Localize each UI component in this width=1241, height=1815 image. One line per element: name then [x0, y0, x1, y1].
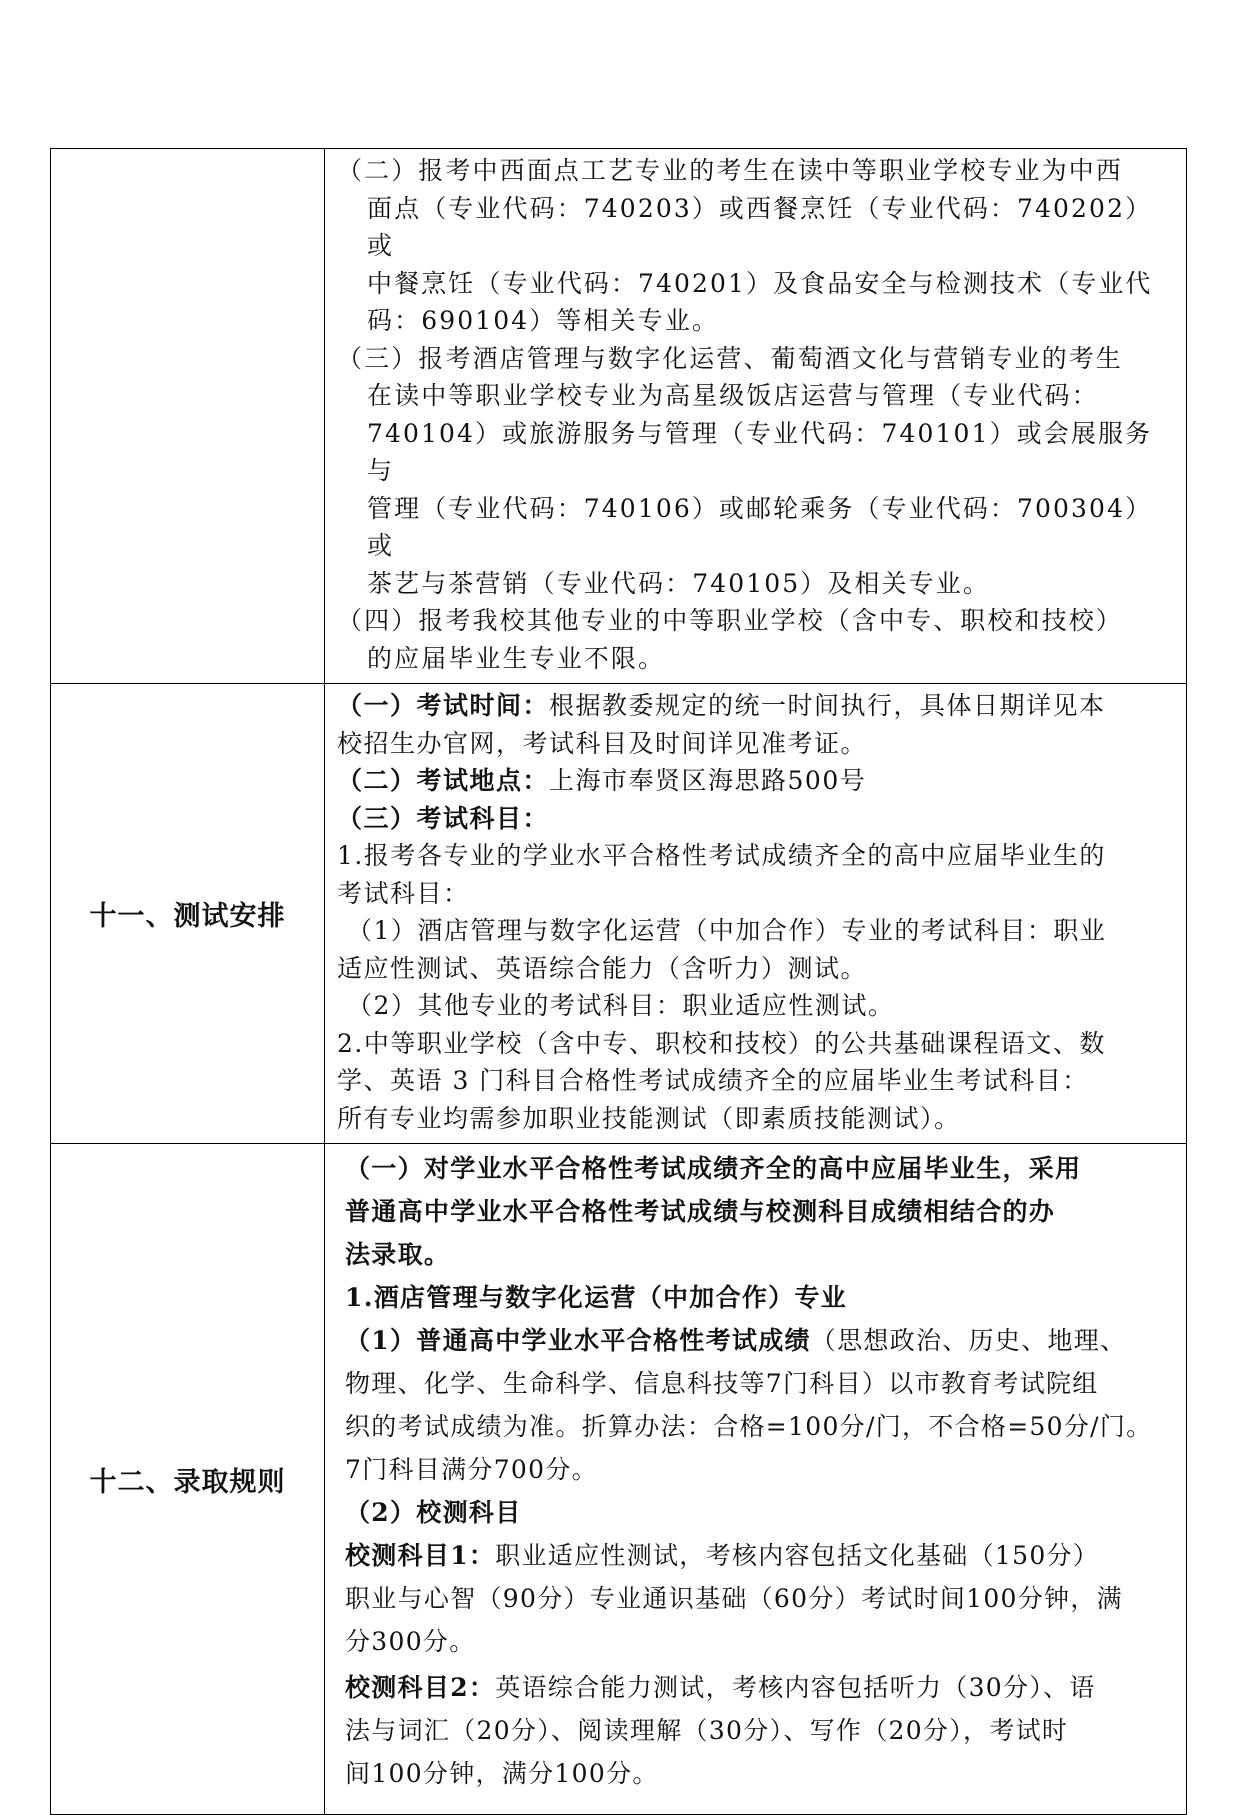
plain-text: 2.中等职业学校（含中专、职校和技校）的公共基础课程语文、数 [337, 1028, 1106, 1058]
item-3-line: 管理（专业代码：740106）或邮轮乘务（专业代码：700304）或 [367, 493, 1153, 560]
text-line [337, 875, 1176, 913]
plain-text: （思想政治、历史、地理、 [810, 1326, 1127, 1355]
item-3-line: 茶艺与茶营销（专业代码：740105）及相关专业。 [367, 568, 990, 598]
item-2-line: 码：690104）等相关专业。 [367, 306, 719, 335]
plain-text: 职业适应性测试，考核内容包括文化基础（150分） [495, 1541, 1100, 1570]
item-3-line: 740104）或旅游服务与管理（专业代码：740101）或会展服务与 [367, 418, 1153, 485]
text-line [337, 837, 1176, 875]
text-line [337, 800, 1176, 838]
item-2-line: 面点（专业代码：740203）或西餐烹饪（专业代码：740202）或 [367, 193, 1153, 260]
plain-text: 考试科目： [337, 878, 470, 908]
row-label-cell [51, 149, 325, 684]
admission-table [50, 148, 1187, 1815]
text-line [337, 762, 1176, 800]
text-line [337, 987, 1176, 1025]
item-3-first: （三）报考酒店管理与数字化运营、葡萄酒文化与营销专业的考生 [337, 343, 1123, 373]
text-line [345, 1405, 1176, 1448]
text-line [345, 1448, 1176, 1491]
plain-text: 学、英语 3 门科目合格性考试成绩齐全的应届毕业生考试科目： [337, 1066, 1089, 1095]
plain-text: （1）酒店管理与数字化运营（中加合作）专业的考试科目：职业 [347, 916, 1107, 945]
text-line [345, 1709, 1176, 1752]
bold-text: （二）考试地点： [337, 766, 550, 795]
text-line [345, 1319, 1176, 1362]
text-line [337, 1025, 1176, 1063]
plain-text: 上海市奉贤区海思路500号 [549, 766, 867, 795]
text-line [345, 1752, 1176, 1795]
text-line [337, 950, 1176, 988]
text-line [337, 725, 1176, 763]
text-line [345, 1620, 1176, 1663]
text-line [345, 1577, 1176, 1620]
item-4-first: （四）报考我校其他专业的中等职业学校（含中专、职校和技校） [337, 606, 1123, 635]
bold-text: （一）对学业水平合格性考试成绩齐全的高中应届毕业生，采用 [345, 1154, 1082, 1183]
plain-text: 间100分钟，满分100分。 [345, 1759, 659, 1788]
bold-text: （一）考试时间： [337, 691, 550, 720]
bold-text: 1.酒店管理与数字化运营（中加合作）专业 [345, 1283, 848, 1312]
admission-rules-content [325, 1144, 1187, 1815]
row-label-cell [51, 1144, 325, 1815]
plain-text: 校招生办官网，考试科目及时间详见准考证。 [337, 728, 868, 758]
bold-text: （1）普通高中学业水平合格性考试成绩 [345, 1326, 811, 1355]
bold-text: （三）考试科目： [337, 803, 550, 833]
plain-text: 职业与心智（90分）专业通识基础（60分）考试时间100分钟，满 [345, 1584, 1123, 1613]
plain-text: 根据教委规定的统一时间执行，具体日期详见本 [549, 691, 1106, 720]
text-line [345, 1491, 1176, 1534]
item-3-line: 在读中等职业学校专业为高星级饭店运营与管理（专业代码： [367, 381, 1099, 410]
text-line [337, 1100, 1176, 1138]
item-2-line: 中餐烹饪（专业代码：740201）及食品安全与检测技术（专业代 [367, 268, 1153, 298]
plain-text: （2）其他专业的考试科目：职业适应性测试。 [347, 991, 895, 1020]
item-4-line: 的应届毕业生专业不限。 [367, 643, 666, 673]
plain-text: 1.报考各专业的学业水平合格性考试成绩齐全的高中应届毕业生的 [337, 841, 1106, 870]
row-label: 十一、测试安排 [89, 901, 286, 932]
row-label-cell [51, 684, 325, 1144]
plain-text: 英语综合能力测试，考核内容包括听力（30分）、语 [495, 1673, 1096, 1702]
plain-text: 所有专业均需参加职业技能测试（即素质技能测试）。 [337, 1103, 961, 1133]
text-line [337, 687, 1176, 725]
bold-text: 普通高中学业水平合格性考试成绩与校测科目成绩相结合的办 [345, 1197, 1056, 1226]
text-line [345, 1534, 1176, 1577]
text-line [345, 1276, 1176, 1319]
plain-text: 适应性测试、英语综合能力（含听力）测试。 [337, 953, 868, 983]
text-line [337, 912, 1176, 950]
table-row-test-arrangement [51, 684, 1187, 1144]
text-line [337, 1062, 1176, 1100]
eligibility-content [325, 149, 1187, 684]
item-2-first: （二）报考中西面点工艺专业的考生在读中等职业学校专业为中西 [337, 156, 1123, 185]
plain-text: 法与词汇（20分）、阅读理解（30分）、写作（20分），考试时 [345, 1716, 1069, 1745]
bold-text: 法录取。 [345, 1240, 451, 1269]
table-row-admission-rules [51, 1144, 1187, 1815]
table-row-eligibility [51, 149, 1187, 684]
test-arrangement-content [325, 684, 1187, 1144]
plain-text: 物理、化学、生命科学、信息科技等7门科目）以市教育考试院组 [345, 1369, 1099, 1398]
text-line [345, 1147, 1176, 1190]
bold-text: （2）校测科目 [345, 1498, 522, 1527]
text-line [345, 1190, 1176, 1233]
text-line [345, 1666, 1176, 1709]
text-line [345, 1233, 1176, 1276]
plain-text: 织的考试成绩为准。折算办法：合格=100分/门，不合格=50分/门。 [345, 1412, 1153, 1441]
row-label: 十二、录取规则 [89, 1466, 286, 1498]
plain-text: 7门科目满分700分。 [345, 1455, 598, 1484]
bold-text: 校测科目1： [345, 1541, 496, 1570]
bold-text: 校测科目2： [345, 1673, 496, 1702]
text-line [345, 1362, 1176, 1405]
plain-text: 分300分。 [345, 1627, 476, 1656]
